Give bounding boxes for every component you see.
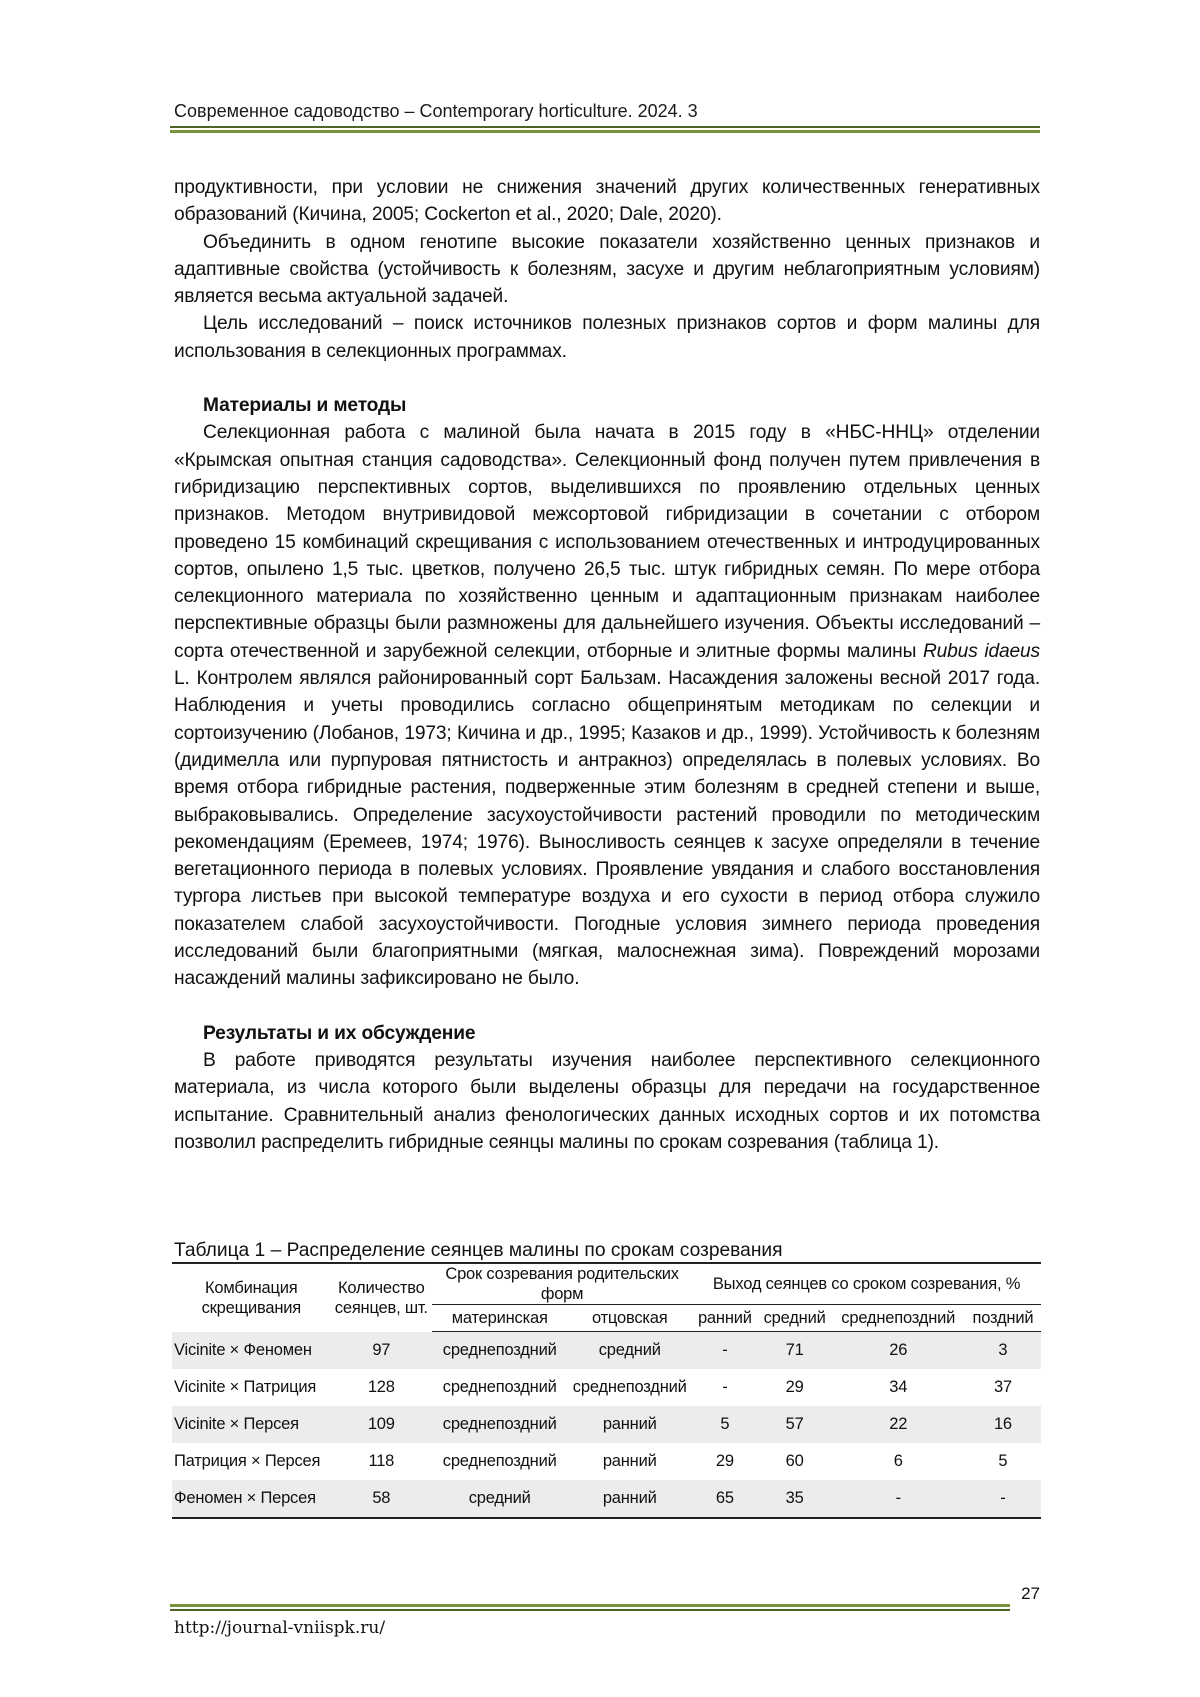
cell-mid: 35 [758, 1480, 832, 1518]
header-late: поздний [965, 1305, 1041, 1332]
cell-count: 118 [368, 1452, 395, 1470]
cell-midlate: 34 [889, 1378, 908, 1396]
cell-midlate: 22 [832, 1406, 965, 1443]
section-heading-methods: Материалы и методы [203, 395, 407, 417]
cell-count: 109 [331, 1406, 432, 1443]
cell-combination: Vicinite × Персея [172, 1406, 331, 1443]
header-output: Выход сеянцев со сроком созревания, % [692, 1263, 1041, 1305]
cell-combination: Vicinite × Феномен [172, 1332, 331, 1370]
header-early: ранний [692, 1305, 758, 1332]
header-parents: Срок созревания родительских форм [432, 1263, 692, 1305]
cell-count: 128 [367, 1378, 395, 1396]
header-rule-light [170, 130, 1040, 133]
cell-midlate: - [832, 1480, 965, 1518]
table-row [172, 1443, 1041, 1480]
cell-early: 65 [692, 1480, 758, 1518]
paragraph-results: В работе приводятся результаты изучения наиболее перспективного селекционного материала, из числа которого были выделены образцы для передачи на государственное испытание. Сравнительный анализ фенологических данных исходных сортов и их потомства позволил распределить гибридные сеянцы малины по срокам созревания (таблица 1). [174, 1049, 1040, 1153]
paragraph-methods [174, 419, 1040, 992]
cell-early: - [692, 1332, 758, 1370]
cell-maternal: среднепоздний [432, 1332, 567, 1370]
cell-maternal: среднепоздний [442, 1452, 557, 1470]
paragraph-genotype: Объединить в одном генотипе высокие показатели хозяйственно ценных признаков и адаптивные свойства (устойчивость к болезням, засухе и другим неблагоприятным условиям) является весьма актуальной задачей. [174, 231, 1040, 308]
cell-paternal: ранний [567, 1406, 692, 1443]
cell-late: 5 [998, 1452, 1008, 1470]
cell-late: 16 [965, 1406, 1041, 1443]
cell-mid: 60 [785, 1452, 804, 1470]
cell-maternal: средний [432, 1480, 567, 1518]
cell-count: 58 [331, 1480, 432, 1518]
paragraph-methods-part-2: L. Контролем являлся районированный сорт Бальзам. Насаждения заложены весной 2017 года. Наблюдения и учеты проводились согласно общепринятым методикам по селекции и сортоизучению (Лобанов, 1973; Кичина и др., 1995; Казаков и др., 1999). Устойчивость к болезням (дидимелла или пурпуровая пятнистость и антракноз) определялась в полевых условиях. Во время отбора гибридные растения, подверженные этим болезням в средней степени и выше, выбраковывались. Определение засухоустойчивости растений проводили по методическим рекомендациям (Еремеев, 1974; 1976). Выносливость сеянцев к засухе определяли в течение вегетационного периода в полевых условиях. Проявление увядания и слабого восстановления тургора листьев при высокой температуре воздуха и его сухости в период отбора служило показателем слабой засухоустойчивости. Погодные условия зимнего периода проведения исследований были благоприятными (мягкая, малоснежная зима). Повреждений морозами насаждений малины зафиксировано не было. [174, 668, 1040, 990]
article-body [174, 174, 1040, 1156]
page-number: 27 [1021, 1584, 1040, 1603]
cell-count: 97 [331, 1332, 432, 1370]
cell-combination: Патриция × Персея [174, 1452, 321, 1470]
cell-early: 29 [715, 1452, 734, 1470]
paragraph-methods-part-1: Селекционная работа с малиной была начата в 2015 году в «НБС-ННЦ» отделении «Крымская опытная станция садоводства». Селекционный фонд получен путем привлечения в гибридизацию перспективных сортов, выделившихся по проявлению отдельных ценных признаков. Методом внутривидовой межсортовой гибридизации в сочетании с отбором проведено 15 комбинаций скрещивания с использованием отечественных и интродуцированных сортов, опылено 1,5 тыс. цветков, получено 26,5 тыс. штук гибридных семян. По мере отбора селекционного материала по хозяйственно ценным и адаптационным признакам наиболее перспективные образцы были размножены для дальнейшего изучения. Объекты исследований – сорта отечественной и зарубежной селекции, отборные и элитные формы малины [174, 422, 1040, 662]
cell-paternal: среднепоздний [572, 1378, 687, 1396]
cell-combination: Vicinite × Патриция [174, 1378, 317, 1396]
footer-rule-dark [170, 1609, 1010, 1611]
paragraph-continuation: продуктивности, при условии не снижения значений других количественных генеративных образований (Кичина, 2005; Cockerton et al., 2020; Dale, 2020). [174, 177, 1040, 226]
species-name: Rubus idaeus [922, 640, 1040, 662]
table-caption: Таблица 1 – Распределение сеянцев малины по срокам созревания [174, 1240, 783, 1261]
footer-rule-light [170, 1604, 1010, 1607]
cell-late: 37 [993, 1378, 1012, 1396]
table-row [172, 1369, 1041, 1406]
cell-midlate: 6 [893, 1452, 903, 1470]
cell-midlate: 26 [832, 1332, 965, 1370]
header-maternal: материнская [432, 1305, 567, 1332]
table-row [172, 1480, 1041, 1518]
cell-early: 5 [692, 1406, 758, 1443]
header-count: Количество сеянцев, шт. [331, 1263, 432, 1332]
cell-late: - [965, 1480, 1041, 1518]
header-rule-dark [170, 126, 1040, 128]
cell-mid: 57 [758, 1406, 832, 1443]
cell-paternal: ранний [602, 1452, 657, 1470]
running-head: Современное садоводство – Contemporary horticulture. 2024. 3 [174, 101, 698, 121]
cell-combination: Феномен × Персея [172, 1480, 331, 1518]
table-row [172, 1332, 1041, 1370]
cell-maternal: среднепоздний [432, 1406, 567, 1443]
cell-late: 3 [965, 1332, 1041, 1370]
header-mid: средний [758, 1305, 832, 1332]
header-paternal: отцовская [567, 1305, 692, 1332]
header-midlate: среднепоздний [832, 1305, 965, 1332]
table-row [172, 1406, 1041, 1443]
ripening-table [172, 1262, 1041, 1519]
journal-url[interactable]: http://journal-vniispk.ru/ [174, 1618, 386, 1638]
paragraph-aim: Цель исследований – поиск источников полезных признаков сортов и форм малины для использования в селекционных программах. [174, 313, 1040, 362]
cell-paternal: ранний [567, 1480, 692, 1518]
cell-paternal: средний [567, 1332, 692, 1370]
header-combination: Комбинация скрещивания [172, 1263, 331, 1332]
cell-mid: 29 [785, 1378, 804, 1396]
cell-mid: 71 [758, 1332, 832, 1370]
cell-maternal: среднепоздний [442, 1378, 557, 1396]
cell-early: - [722, 1378, 728, 1396]
section-heading-results: Результаты и их обсуждение [203, 1022, 476, 1044]
